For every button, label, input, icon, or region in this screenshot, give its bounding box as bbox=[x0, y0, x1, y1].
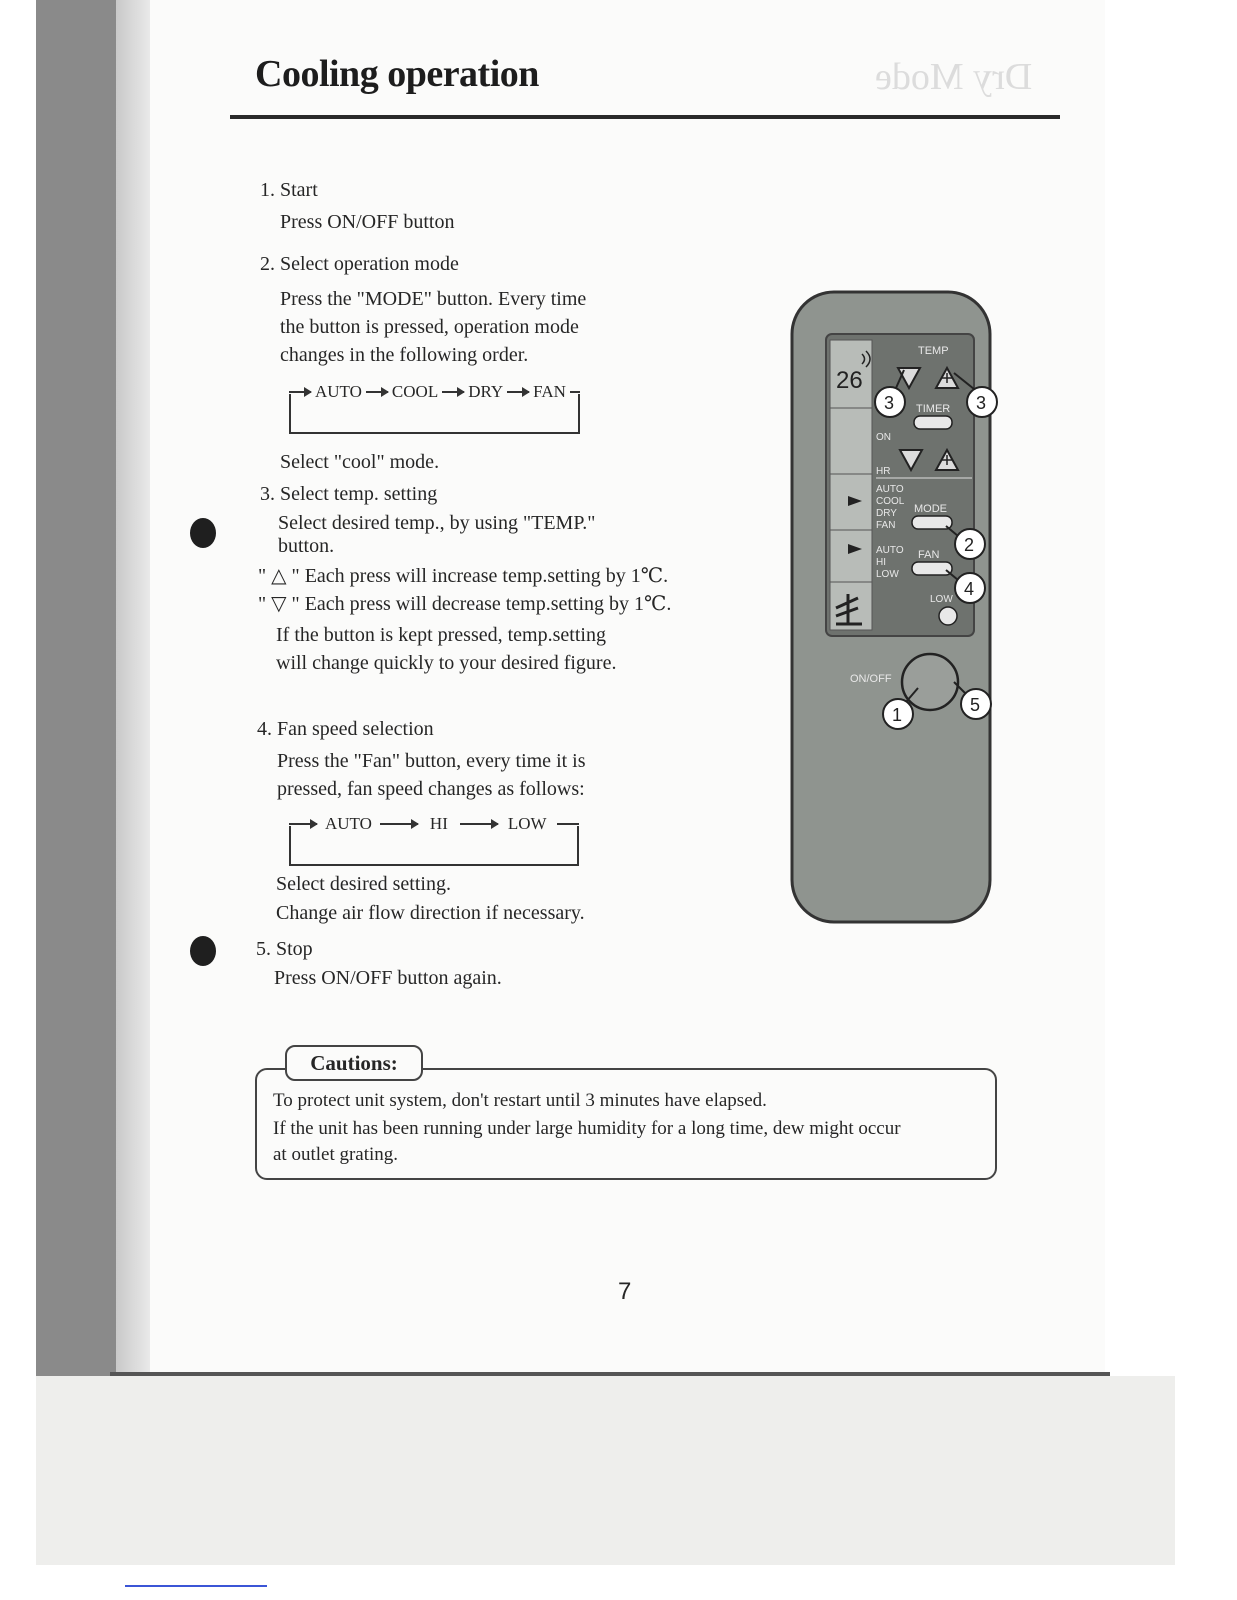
timer-label: TIMER bbox=[916, 403, 951, 415]
lcd-temp-readout: 26 bbox=[836, 367, 863, 394]
scan-bottom-margin bbox=[36, 1376, 1206, 1565]
caution-line: To protect unit system, don't restart until 3 minutes have elapsed. bbox=[273, 1090, 767, 1111]
step4-after: Change air flow direction if necessary. bbox=[276, 902, 585, 924]
step3-hold-line: If the button is kept pressed, temp.setting bbox=[276, 624, 606, 646]
step5-text: Press ON/OFF button again. bbox=[274, 967, 502, 989]
low-button[interactable] bbox=[939, 607, 957, 625]
svg-text:5: 5 bbox=[970, 695, 981, 715]
fan-list-item: LOW bbox=[876, 569, 899, 580]
fan-cycle-diagram bbox=[289, 814, 579, 866]
arrow-icon bbox=[380, 823, 418, 825]
fan-button[interactable] bbox=[912, 562, 952, 575]
step4-heading: 4. Fan speed selection bbox=[257, 718, 434, 740]
step3-heading: 3. Select temp. setting bbox=[260, 483, 438, 505]
mode-cycle-item: AUTO bbox=[315, 382, 362, 401]
hr-label: HR bbox=[876, 466, 891, 477]
binder-hole-top bbox=[190, 518, 216, 548]
arrow-icon bbox=[507, 391, 529, 393]
svg-text:3: 3 bbox=[884, 393, 895, 413]
arrow-icon bbox=[289, 391, 311, 393]
onoff-button[interactable] bbox=[902, 654, 958, 710]
page-title: Cooling operation bbox=[255, 53, 539, 95]
cycle-return-line bbox=[570, 391, 580, 393]
step4-line: Press the "Fan" button, every time it is bbox=[277, 750, 586, 772]
fan-list-item: AUTO bbox=[876, 545, 904, 556]
fan-label: FAN bbox=[918, 549, 940, 561]
caution-line: at outlet grating. bbox=[273, 1144, 399, 1165]
arrow-icon bbox=[366, 391, 388, 393]
temp-label: TEMP bbox=[918, 345, 949, 357]
fan-cycle-item: LOW bbox=[507, 814, 547, 833]
remote-control-illustration bbox=[790, 290, 1005, 930]
step3-line: Select desired temp., by using "TEMP." bbox=[278, 512, 596, 534]
step4-after: Select desired setting. bbox=[276, 873, 451, 895]
mode-cycle-diagram bbox=[289, 382, 580, 434]
on-label: ON bbox=[876, 432, 891, 443]
caution-line: If the unit has been running under large humidity for a long time, dew might occur bbox=[273, 1118, 901, 1139]
step3-line: button. bbox=[278, 535, 335, 557]
scan-left-margin bbox=[36, 0, 116, 1565]
mode-cycle-item: COOL bbox=[391, 382, 439, 401]
fan-cycle-item: HI bbox=[429, 814, 448, 833]
title-rule bbox=[230, 115, 1060, 119]
fan-list-item: HI bbox=[876, 557, 886, 568]
svg-text:3: 3 bbox=[976, 393, 987, 413]
step2-line: changes in the following order. bbox=[280, 344, 529, 366]
scan-right-margin bbox=[1175, 0, 1237, 1565]
step4-line: pressed, fan speed changes as follows: bbox=[277, 778, 585, 800]
step2-after: Select "cool" mode. bbox=[280, 451, 440, 473]
step2-line: Press the "MODE" button. Every time bbox=[280, 288, 587, 310]
mode-list-item: AUTO bbox=[876, 484, 904, 495]
mode-list-item: COOL bbox=[876, 496, 905, 507]
temp-up-note: " △ " Each press will increase temp.setting by 1℃. bbox=[258, 565, 669, 587]
onoff-label: ON/OFF bbox=[850, 673, 892, 685]
binder-hole-bottom bbox=[190, 936, 216, 966]
step3-hold-line: will change quickly to your desired figure. bbox=[276, 652, 617, 674]
low-label: LOW bbox=[930, 594, 953, 605]
cautions-label: Cautions: bbox=[285, 1045, 423, 1081]
svg-text:2: 2 bbox=[964, 535, 975, 555]
timer-button[interactable] bbox=[914, 416, 952, 429]
fan-cycle-item: AUTO bbox=[325, 814, 372, 833]
arrow-icon bbox=[442, 391, 464, 393]
mode-label: MODE bbox=[914, 503, 947, 515]
step1-text: Press ON/OFF button bbox=[280, 211, 455, 233]
step2-heading: 2. Select operation mode bbox=[260, 253, 459, 275]
mode-list-item: FAN bbox=[876, 520, 896, 531]
mode-list-item: DRY bbox=[876, 508, 897, 519]
bleed-through-title: Dry Mode bbox=[875, 56, 1033, 98]
svg-text:4: 4 bbox=[964, 579, 975, 599]
svg-text:1: 1 bbox=[892, 705, 903, 725]
temp-down-note: " ▽ " Each press will decrease temp.setting by 1℃. bbox=[258, 593, 672, 615]
viewer-link-underline[interactable] bbox=[125, 1585, 267, 1587]
arrow-icon bbox=[289, 823, 317, 825]
cycle-return-line bbox=[557, 823, 579, 825]
mode-cycle-item: FAN bbox=[533, 382, 566, 401]
arrow-icon bbox=[460, 823, 498, 825]
step5-heading: 5. Stop bbox=[256, 938, 313, 960]
step2-line: the button is pressed, operation mode bbox=[280, 316, 579, 338]
step1-heading: 1. Start bbox=[260, 179, 318, 201]
page-number: 7 bbox=[618, 1278, 632, 1305]
mode-cycle-item: DRY bbox=[468, 382, 504, 401]
